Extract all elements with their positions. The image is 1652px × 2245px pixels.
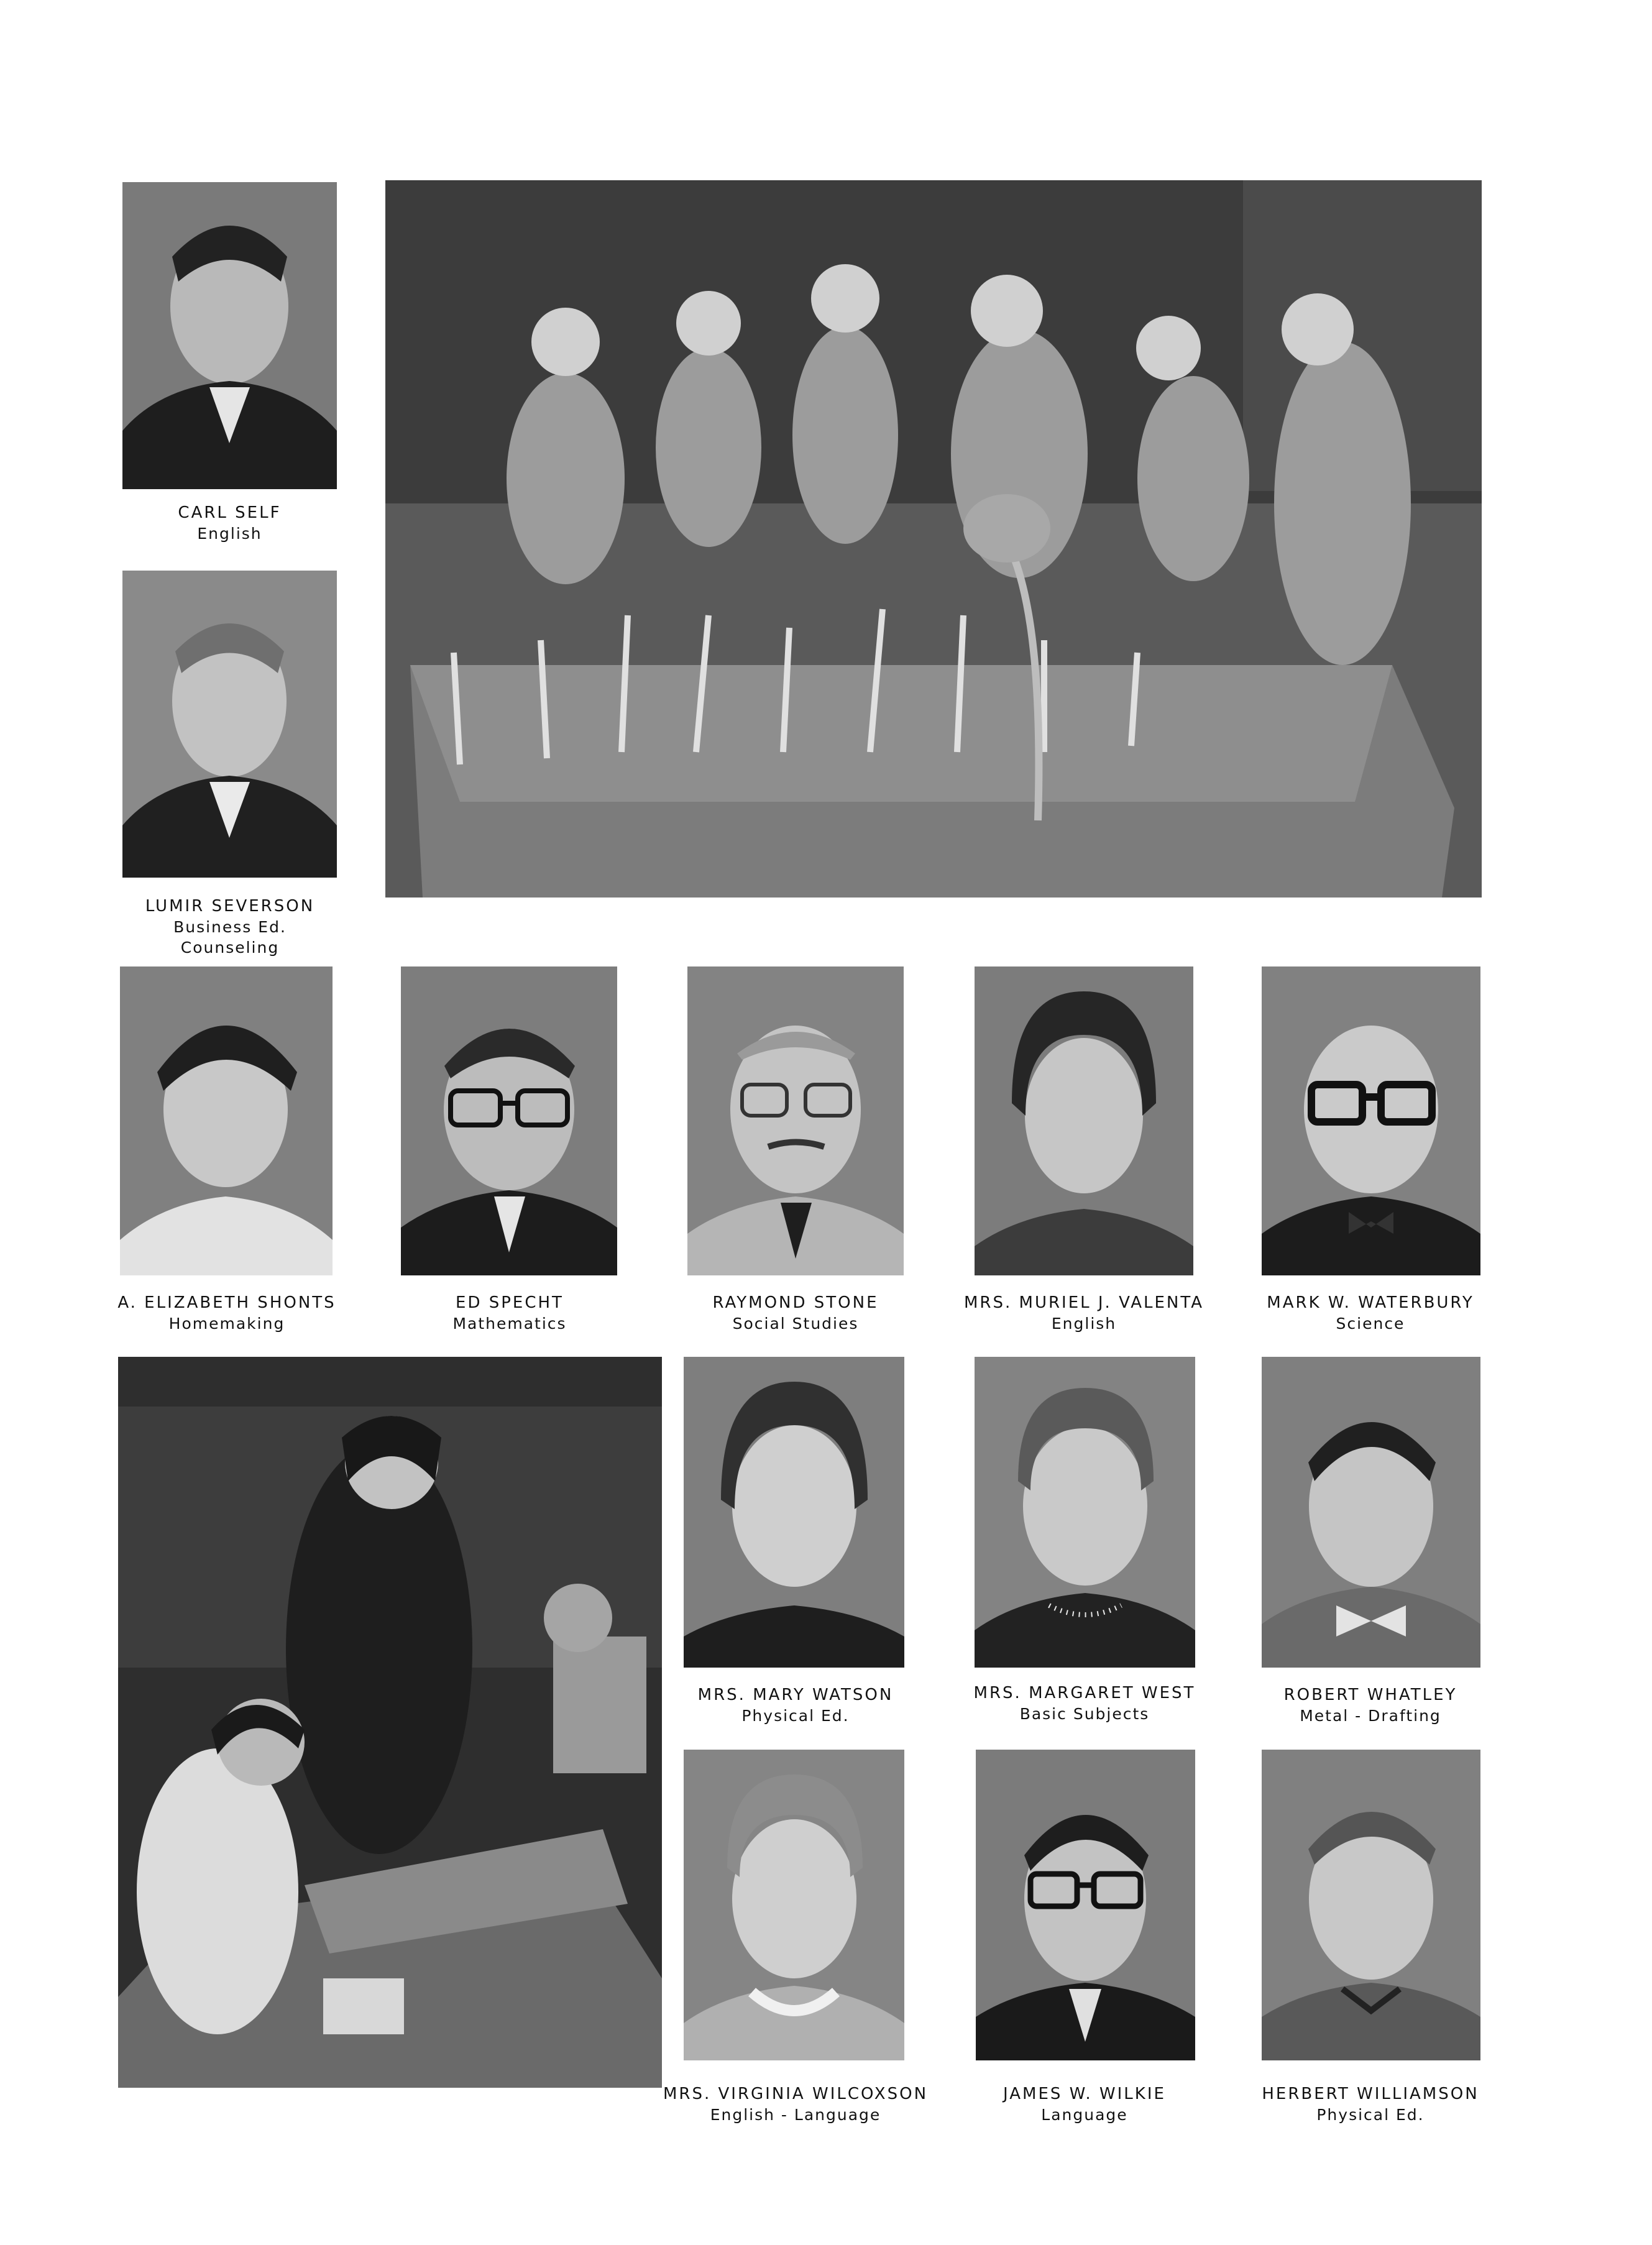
- teacher-name: MRS. MARY WATSON: [697, 1686, 894, 1704]
- portrait-margaret-west: [975, 1357, 1195, 1668]
- teacher-name: MARK W. WATERBURY: [1267, 1293, 1474, 1312]
- caption-herbert-williamson: [1234, 2083, 1507, 2125]
- teacher-name: LUMIR SEVERSON: [145, 897, 315, 916]
- portrait-mark-w-waterbury: [1262, 966, 1480, 1275]
- portrait-virginia-wilcoxson: [684, 1750, 904, 2060]
- portrait-herbert-williamson: [1262, 1750, 1480, 2060]
- teacher-name: ED SPECHT: [456, 1293, 564, 1312]
- caption-mark-w-waterbury: [1234, 1292, 1507, 1334]
- teacher-subject: Business Ed.: [173, 918, 287, 936]
- caption-ed-specht: [379, 1292, 640, 1334]
- teacher-subject: Science: [1336, 1315, 1405, 1333]
- teacher-subject: Mathematics: [452, 1315, 567, 1333]
- teacher-name: MRS. VIRGINIA WILCOXSON: [663, 2085, 929, 2103]
- teacher-subject: Counseling: [180, 939, 280, 957]
- group-photo-art-class: [118, 1357, 662, 2088]
- portrait-a-elizabeth-shonts: [120, 966, 333, 1275]
- portrait-mary-watson: [684, 1357, 904, 1668]
- caption-carl-self: [122, 502, 337, 544]
- teacher-name: CARL SELF: [178, 503, 282, 522]
- portrait-ed-specht: [401, 966, 617, 1275]
- teacher-name: ROBERT WHATLEY: [1283, 1686, 1457, 1704]
- caption-james-w-wilkie: [954, 2083, 1215, 2125]
- teacher-subject: Homemaking: [168, 1315, 285, 1333]
- teacher-name: JAMES W. WILKIE: [1003, 2085, 1166, 2103]
- teacher-subject: English: [197, 525, 262, 543]
- caption-mary-watson: [662, 1684, 929, 1726]
- teacher-subject: Language: [1041, 2106, 1128, 2124]
- teacher-subject: English - Language: [710, 2106, 881, 2124]
- portrait-lumir-severson: [122, 571, 337, 878]
- teacher-subject: Physical Ed.: [1316, 2106, 1425, 2124]
- caption-robert-whatley: [1240, 1684, 1501, 1726]
- portrait-raymond-stone: [687, 966, 904, 1275]
- group-photo-control-panel: [385, 180, 1482, 898]
- caption-lumir-severson: [99, 896, 360, 958]
- portrait-james-w-wilkie: [976, 1750, 1195, 2060]
- teacher-name: MRS. MARGARET WEST: [973, 1684, 1196, 1702]
- caption-raymond-stone: [665, 1292, 926, 1334]
- teacher-subject: Physical Ed.: [741, 1707, 850, 1725]
- portrait-robert-whatley: [1262, 1357, 1480, 1668]
- teacher-name: A. ELIZABETH SHONTS: [117, 1293, 336, 1312]
- teacher-subject: Metal - Drafting: [1300, 1707, 1441, 1725]
- portrait-carl-self: [122, 182, 337, 489]
- caption-virginia-wilcoxson: [649, 2083, 942, 2125]
- caption-a-elizabeth-shonts: [93, 1292, 360, 1334]
- teacher-name: RAYMOND STONE: [712, 1293, 879, 1312]
- caption-margaret-west: [948, 1683, 1221, 1724]
- teacher-subject: Basic Subjects: [1019, 1705, 1150, 1723]
- teacher-subject: English: [1051, 1315, 1117, 1333]
- teacher-name: HERBERT WILLIAMSON: [1262, 2085, 1479, 2103]
- teacher-subject: Social Studies: [732, 1315, 859, 1333]
- portrait-muriel-j-valenta: [975, 966, 1193, 1275]
- caption-muriel-j-valenta: [941, 1292, 1227, 1334]
- teacher-name: MRS. MURIEL J. VALENTA: [963, 1293, 1205, 1312]
